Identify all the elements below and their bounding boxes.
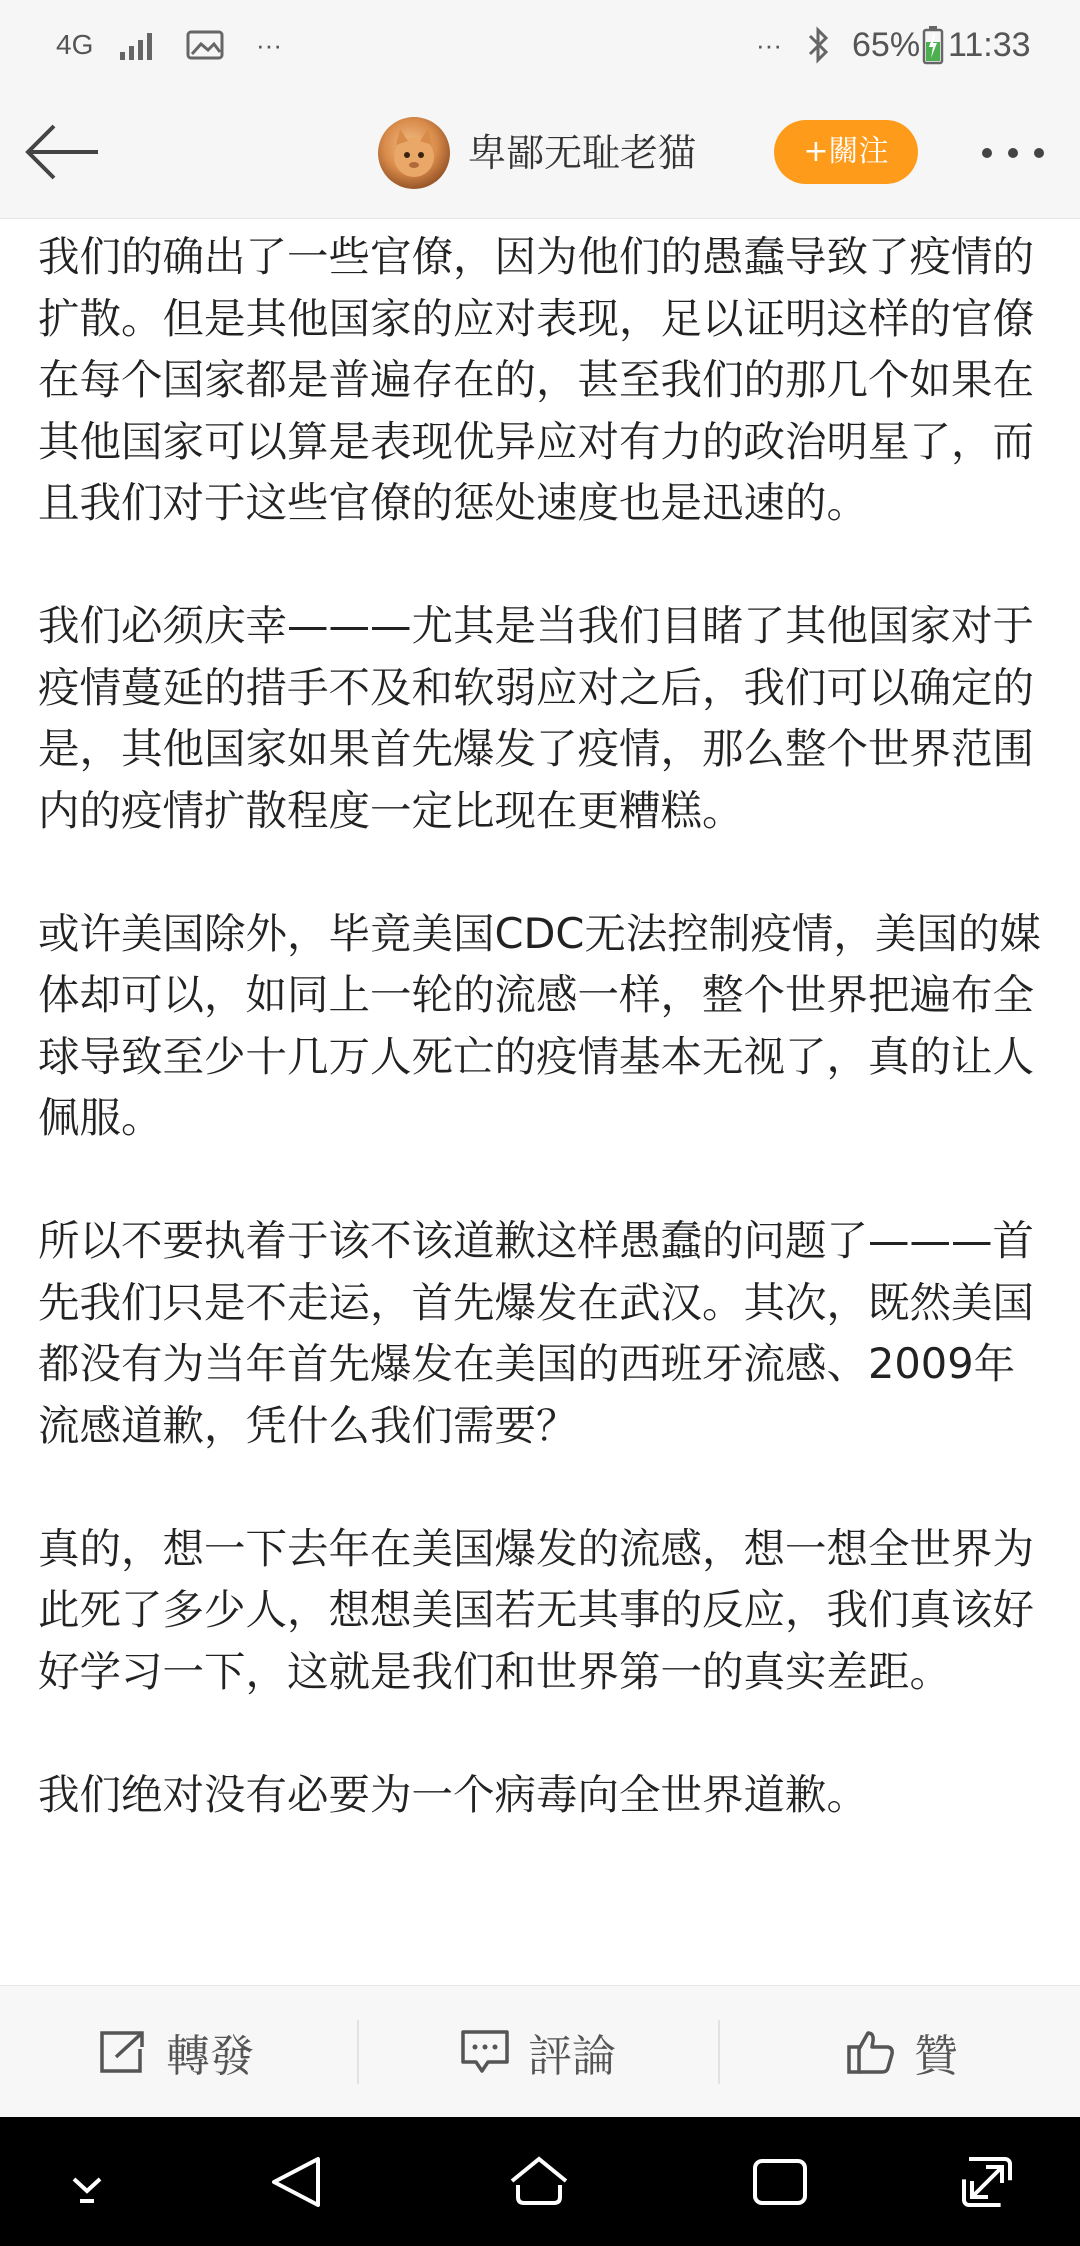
- overflow-label-right: ···: [756, 29, 782, 60]
- back-arrow-icon: [22, 120, 112, 184]
- status-bar: [0, 0, 1080, 90]
- overflow-left-icon: [256, 22, 282, 68]
- avatar[interactable]: [378, 117, 450, 189]
- paragraph: 所以不要执着于该不该道歉这样愚蠢的问题了———首先我们只是不走运，首先爆发在武汉。其次，既然美国都没有为当年首先爆发在美国的西班牙流感、2009年流感道歉，凭什么我们需要？: [38, 1216, 1035, 1450]
- network-indicator: [56, 22, 93, 68]
- divider: [357, 2020, 359, 2084]
- home-icon[interactable]: [504, 2147, 574, 2217]
- collapse-icon[interactable]: [52, 2147, 122, 2217]
- back-triangle-icon[interactable]: [262, 2147, 332, 2217]
- paragraph: 或许美国除外，毕竟美国CDC无法控制疫情，美国的媒体却可以，如同上一轮的流感一样，整个世界把遍布全球导致至少十几万人死亡的疫情基本无视了，真的让人佩服。: [38, 908, 1041, 1142]
- bluetooth-icon: [806, 22, 832, 68]
- share-icon: [98, 2029, 148, 2075]
- overflow-label: ···: [256, 29, 282, 60]
- repost-label: 轉發: [166, 2031, 254, 2082]
- username[interactable]: 卑鄙无耻老猫: [468, 131, 697, 175]
- more-options-icon[interactable]: [980, 138, 1050, 168]
- divider: [718, 2020, 720, 2084]
- comment-icon: [460, 2029, 510, 2075]
- comment-button[interactable]: [460, 1986, 616, 2118]
- paragraph: 我们的确出了一些官僚，因为他们的愚蠢导致了疫情的扩散。但是其他国家的应对表现，足以证明这样的官僚在每个国家都是普遍存在的，甚至我们的那几个如果在其他国家可以算是表现优异应对有力的政治明星了，而且我们对于这些官僚的惩处速度也是迅速的。: [38, 232, 1035, 527]
- signal-icon: [118, 22, 160, 68]
- battery-icon: [922, 22, 944, 68]
- recents-icon[interactable]: [745, 2147, 815, 2217]
- paragraph: 我们必须庆幸———尤其是当我们目睹了其他国家对于疫情蔓延的措手不及和软弱应对之后，我们可以确定的是，其他国家如果首先爆发了疫情，那么整个世界范围内的疫情扩散程度一定比现在更糟糕。: [38, 601, 1035, 835]
- clock: [948, 22, 1031, 68]
- like-button[interactable]: [846, 1986, 958, 2118]
- battery-label: 65%: [852, 25, 921, 64]
- expand-icon[interactable]: [952, 2147, 1022, 2217]
- thumbs-up-icon: [846, 2029, 896, 2075]
- follow-button[interactable]: +關注: [774, 120, 918, 184]
- system-nav-bar: [0, 2117, 1080, 2246]
- repost-button[interactable]: [98, 1986, 254, 2118]
- back-button[interactable]: [22, 120, 112, 184]
- paragraph: 真的，想一下去年在美国爆发的流感，想一想全世界为此死了多少人，想想美国若无其事的反应，我们真该好好学习一下，这就是我们和世界第一的真实差距。: [38, 1523, 1035, 1696]
- post-body: [38, 226, 1048, 1887]
- overflow-right-icon: [756, 22, 782, 68]
- action-bar: [0, 1985, 1080, 2118]
- cat-avatar-icon: [378, 117, 450, 189]
- comment-label: 評論: [528, 2031, 616, 2082]
- like-label: 贊: [914, 2031, 958, 2082]
- profile-header: [0, 90, 1080, 219]
- paragraph: 我们绝对没有必要为一个病毒向全世界道歉。: [38, 1769, 869, 1819]
- time-label: 11:33: [948, 25, 1031, 64]
- network-label: 4G: [56, 29, 94, 60]
- image-icon: [186, 22, 224, 68]
- battery-percent: [852, 22, 920, 68]
